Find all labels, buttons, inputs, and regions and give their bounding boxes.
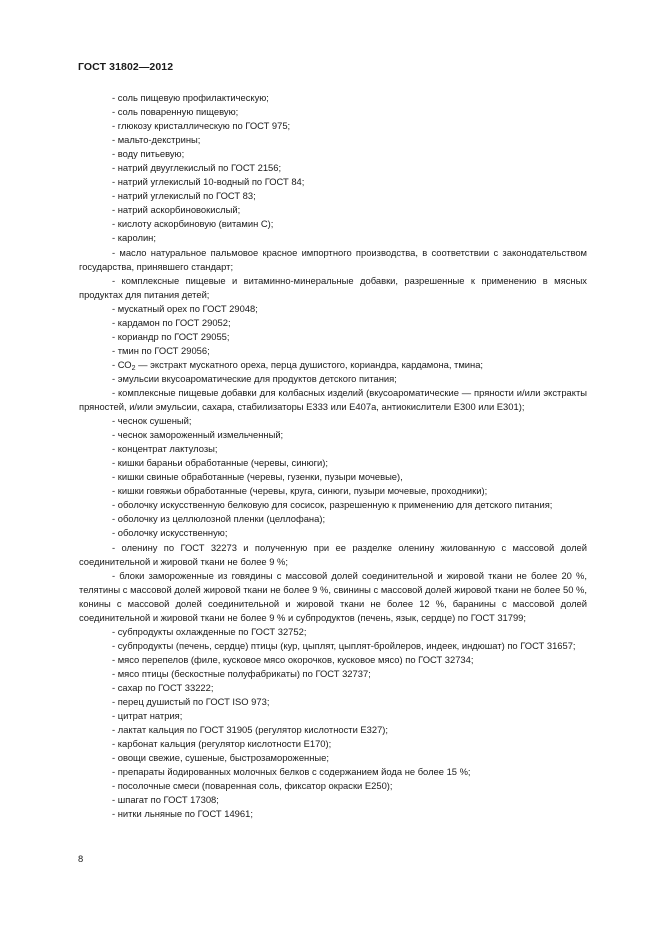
- list-item: - субпродукты (печень, сердце) птицы (кур, цыплят, цыплят-бройлеров, индеек, индюшат) по ГОСТ 31657;: [112, 639, 576, 651]
- list-item: - концентрат лактулозы;: [112, 443, 218, 455]
- list-item: - натрий аскорбиновокислый;: [112, 204, 241, 216]
- list-item: - комплексные пищевые добавки для колбасных изделий (вкусоароматические — пряности и/или экстракты пряностей, и/или эмульсии, сахара, стабилизаторы Е333 или Е407а, антиокислители Е300 или Е301);: [79, 386, 587, 413]
- list-item: - воду питьевую;: [112, 148, 185, 160]
- list-item: - овощи свежие, сушеные, быстрозамороженные;: [112, 752, 329, 764]
- list-item: - оленину по ГОСТ 32273 и полученную при ее разделке оленину жилованную с массовой долей соединительной и жировой ткани не более 9 %;: [79, 541, 587, 567]
- list-item: - соль поваренную пищевую;: [112, 106, 239, 118]
- list-item: - натрий углекислый по ГОСТ 83;: [112, 190, 256, 202]
- list-item: - кишки бараньи обработанные (черевы, синюги);: [112, 457, 329, 469]
- list-item: - оболочку из целлюлозной пленки (целлофана);: [112, 513, 326, 525]
- list-item: - оболочку искусственную;: [112, 527, 228, 539]
- list-item: - сахар по ГОСТ 33222;: [112, 681, 214, 693]
- list-item: - блоки замороженные из говядины с массовой долей соединительной и жировой ткани не более 20 %, телятины с массовой долей жировой ткани не более 9 %, свинины с массовой долей жировой ткани не более 50 %, конины с массовой долей соединительной и жировой ткани не более 12 %, баранины с массовой долей соединительной и жировой ткани не более 9 % и субпродуктов (печень, язык, сердце) по ГОСТ 31799;: [79, 569, 587, 623]
- ingredient-list-continued: [79, 372, 587, 822]
- list-item: - кислоту аскорбиновую (витамин С);: [112, 218, 274, 230]
- list-item: - препараты йодированных молочных белков с содержанием йода не более 15 %;: [112, 766, 471, 778]
- list-item: - посолочные смеси (поваренная соль, фиксатор окраски Е250);: [112, 780, 393, 792]
- list-item: - мальто-декстрины;: [112, 134, 201, 146]
- list-item: - чеснок сушеный;: [112, 415, 192, 427]
- list-item: - лактат кальция по ГОСТ 31905 (регулятор кислотности Е327);: [112, 724, 389, 736]
- list-item: - тмин по ГОСТ 29056;: [112, 344, 210, 356]
- co2-rest: — экстракт мускатного ореха, перца душистого, кориандра, кардамона, тмина;: [135, 358, 484, 370]
- list-item: - кишки говяжьи обработанные (черевы, круга, синюги, пузыри мочевые, проходники);: [112, 485, 488, 497]
- list-item: - мясо перепелов (филе, кусковое мясо окорочков, кусковое мясо) по ГОСТ 32734;: [112, 653, 474, 665]
- list-item: - натрий двууглекислый по ГОСТ 2156;: [112, 162, 282, 174]
- list-item: - шпагат по ГОСТ 17308;: [112, 794, 219, 806]
- document-body: [79, 91, 587, 821]
- list-item: - субпродукты охлажденные по ГОСТ 32752;: [112, 625, 307, 637]
- list-item: - чеснок замороженный измельченный;: [112, 429, 284, 441]
- list-item: - карбонат кальция (регулятор кислотности Е170);: [112, 738, 332, 750]
- list-item: - глюкозу кристаллическую по ГОСТ 975;: [112, 120, 291, 132]
- list-item: - цитрат натрия;: [112, 710, 183, 722]
- list-item: - оболочку искусственную белковую для сосисок, разрешенную к применению для детского питания;: [112, 499, 553, 511]
- list-item: - перец душистый по ГОСТ ISO 973;: [112, 696, 270, 708]
- list-item: - натрий углекислый 10-водный по ГОСТ 84;: [112, 176, 305, 188]
- list-item: - комплексные пищевые и витаминно-минеральные добавки, разрешенные к применению в мясных продуктах для питания детей;: [79, 274, 587, 300]
- list-item: - нитки льняные по ГОСТ 14961;: [112, 808, 253, 820]
- list-item: - каролин;: [112, 232, 156, 244]
- list-item: - масло натуральное пальмовое красное импортного производства, в соответствии с законодательством государства, принявшего стандарт;: [79, 246, 587, 272]
- list-item: - соль пищевую профилактическую;: [112, 92, 269, 103]
- list-item-co2: [79, 358, 587, 372]
- list-item: - кишки свиные обработанные (черевы, гузенки, пузыри мочевые),: [112, 471, 403, 483]
- list-item: - мясо птицы (бескостные полуфабрикаты) по ГОСТ 32737;: [112, 667, 371, 679]
- list-item: - мускатный орех по ГОСТ 29048;: [112, 302, 258, 314]
- list-item: - кориандр по ГОСТ 29055;: [112, 330, 230, 342]
- list-item: - кардамон по ГОСТ 29052;: [112, 316, 231, 328]
- document-header: ГОСТ 31802—2012: [78, 61, 174, 73]
- co2-subscript: 2: [131, 364, 136, 372]
- page-number: 8: [78, 853, 84, 864]
- list-item: - эмульсии вкусоароматические для продуктов детского питания;: [112, 372, 397, 384]
- ingredient-list: [79, 91, 587, 358]
- co2-prefix: - СО: [112, 358, 132, 370]
